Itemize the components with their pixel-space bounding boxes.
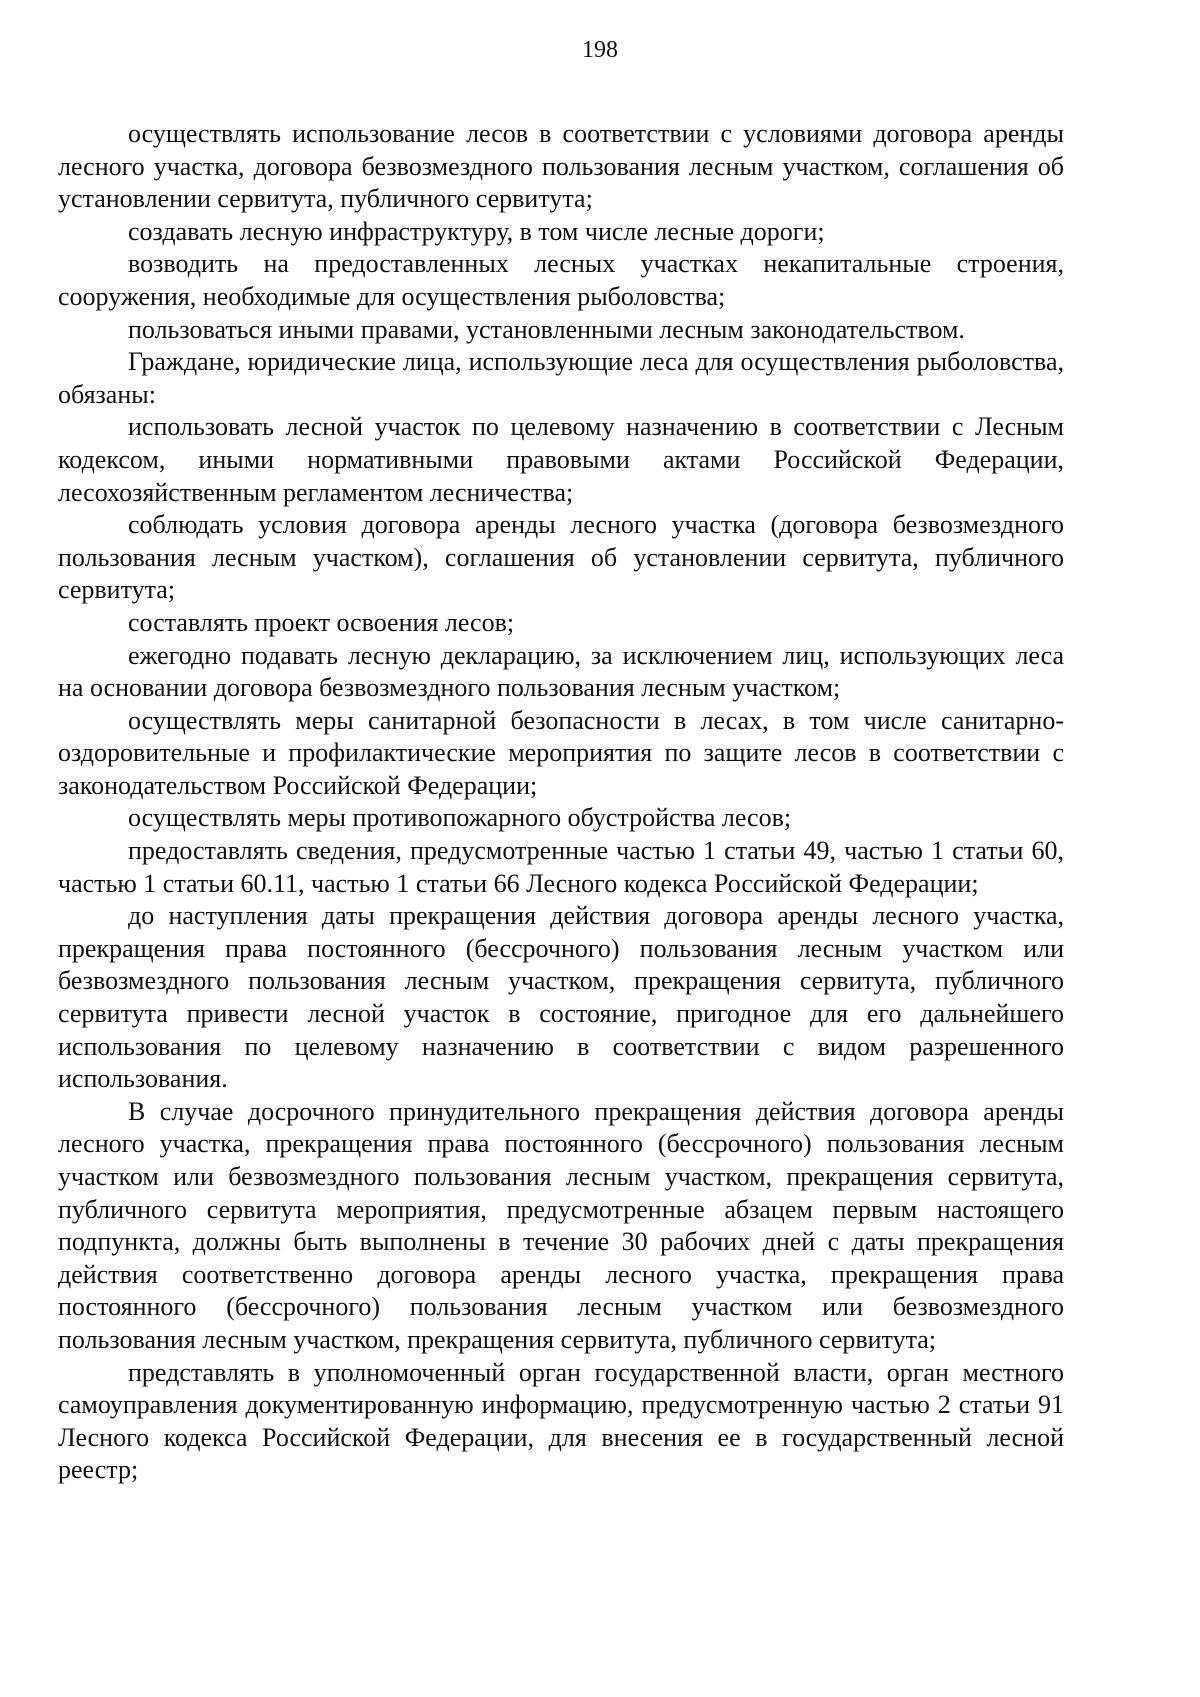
paragraph: осуществлять использование лесов в соответствии с условиями договора аренды лесного участка, договора безвозмездного пользования лесным участком, соглашения об установлении сервитута, публичного сервитута; [58, 119, 1064, 214]
document-body [58, 118, 1064, 1487]
paragraph: использовать лесной участок по целевому назначению в соответствии с Лесным кодексом, иными нормативными правовыми актами Российской Федерации, лесохозяйственным регламентом лесничества; [58, 412, 1064, 507]
paragraph: до наступления даты прекращения действия договора аренды лесного участка, прекращения права постоянного (бессрочного) пользования лесным участком или безвозмездного пользования лесным участком, прекращения сервитута, публичного сервитута привести лесной участок в состояние, пригодное для его дальнейшего использования по целевому назначению в соответствии с видом разрешенного использования. [58, 901, 1064, 1094]
paragraph: возводить на предоставленных лесных участках некапитальные строения, сооружения, необходимые для осуществления рыболовства; [58, 249, 1064, 311]
page-number: 198 [582, 37, 618, 63]
paragraph: пользоваться иными правами, установленными лесным законодательством. [128, 314, 965, 344]
paragraph: осуществлять меры санитарной безопасности в лесах, в том числе санитарно-оздоровительные и профилактические мероприятия по защите лесов в соответствии с законодательством Российской Федерации; [58, 705, 1064, 800]
paragraph: соблюдать условия договора аренды лесного участка (договора безвозмездного пользования лесным участком), соглашения об установлении сервитута, публичного сервитута; [58, 510, 1064, 605]
paragraph: представлять в уполномоченный орган государственной власти, орган местного самоуправления документированную информацию, предусмотренную частью 2 статьи 91 Лесного кодекса Российской Федерации, для внесения ее в государственный лесной реестр; [58, 1357, 1064, 1485]
paragraph: ежегодно подавать лесную декларацию, за исключением лиц, использующих леса на основании договора безвозмездного пользования лесным участком; [58, 640, 1064, 703]
paragraph: предоставлять сведения, предусмотренные частью 1 статьи 49, частью 1 статьи 60, частью 1 статьи 60.11, частью 1 статьи 66 Лесного кодекса Российской Федерации; [58, 836, 1064, 898]
paragraph: Граждане, юридические лица, использующие леса для осуществления рыболовства, обязаны: [58, 347, 1064, 409]
paragraph: составлять проект освоения лесов; [128, 607, 515, 637]
paragraph: В случае досрочного принудительного прекращения действия договора аренды лесного участка, прекращения права постоянного (бессрочного) пользования лесным участком или безвозмездного пользования лесным участком, прекращения сервитута, публичного сервитута мероприятия, предусмотренные абзацем первым настоящего подпункта, должны быть выполнены в течение 30 рабочих дней с даты прекращения действия соответственно договора аренды лесного участка, прекращения права постоянного (бессрочного) пользования лесным участком или безвозмездного пользования лесным участком, прекращения сервитута, публичного сервитута; [58, 1096, 1064, 1354]
paragraph: осуществлять меры противопожарного обустройства лесов; [128, 803, 792, 833]
paragraph: создавать лесную инфраструктуру, в том числе лесные дороги; [128, 216, 825, 246]
